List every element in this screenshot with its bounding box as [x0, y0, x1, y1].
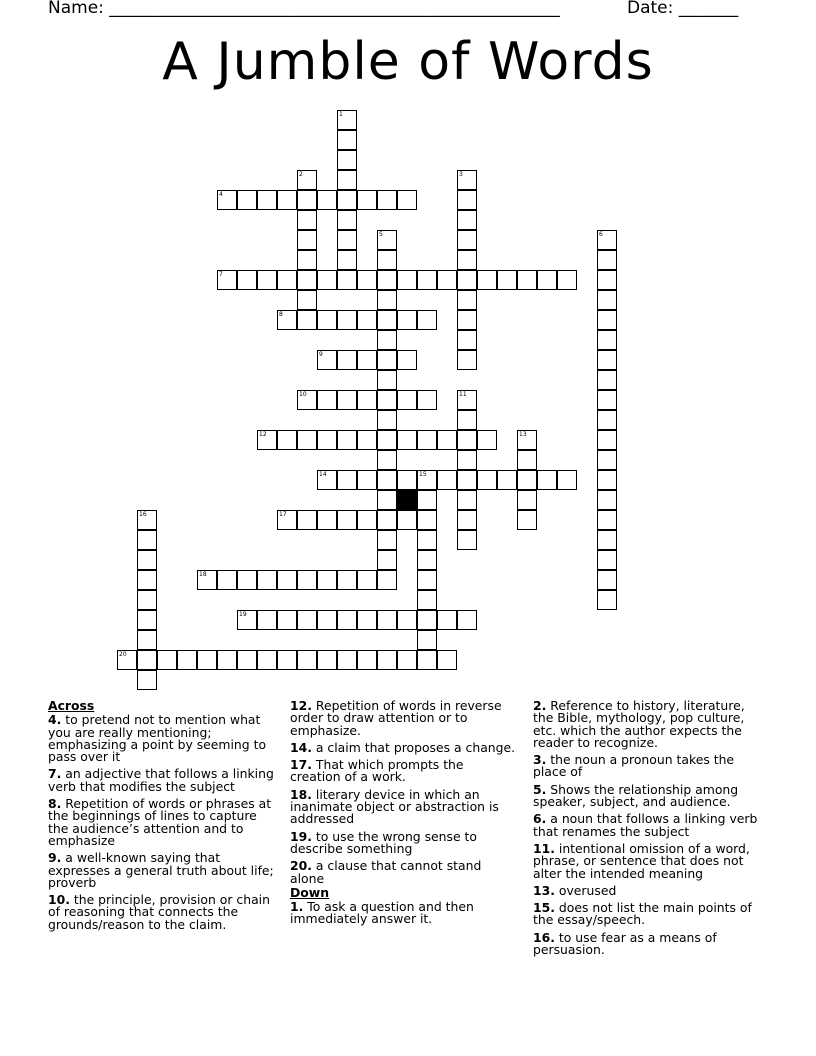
grid-cell[interactable] — [457, 530, 477, 550]
clue-item — [48, 714, 276, 763]
grid-cell[interactable] — [397, 270, 417, 290]
clue-column-1 — [48, 700, 276, 936]
grid-cell[interactable] — [457, 230, 477, 250]
grid-cell[interactable] — [277, 570, 297, 590]
grid-cell[interactable] — [377, 610, 397, 630]
grid-cell[interactable] — [237, 610, 257, 630]
clue-text: the noun a pronoun takes the place of — [533, 752, 735, 780]
grid-cell[interactable] — [277, 510, 297, 530]
clue-number: 4. — [48, 712, 62, 728]
grid-cell[interactable] — [317, 270, 337, 290]
cell-number: 3 — [459, 171, 463, 178]
grid-cell[interactable] — [377, 230, 397, 250]
grid-cell[interactable] — [297, 250, 317, 270]
grid-cell[interactable] — [337, 270, 357, 290]
grid-cell[interactable] — [457, 170, 477, 190]
grid-cell[interactable] — [417, 650, 437, 670]
clue-number: 9. — [48, 850, 62, 866]
clue-number: 18. — [290, 786, 312, 802]
grid-cell[interactable] — [597, 410, 617, 430]
cell-number: 19 — [239, 611, 247, 618]
grid-cell[interactable] — [397, 610, 417, 630]
grid-cell[interactable] — [457, 290, 477, 310]
grid-cell[interactable] — [397, 510, 417, 530]
grid-cell[interactable] — [597, 250, 617, 270]
grid-cell[interactable] — [137, 590, 157, 610]
clue-text: intentional omission of a word, phrase, or sentence that does not alter the intended meaning — [533, 840, 750, 881]
grid-cell[interactable] — [297, 270, 317, 290]
grid-cell[interactable] — [377, 330, 397, 350]
clue-number: 6. — [533, 811, 547, 827]
grid-cell[interactable] — [417, 470, 437, 490]
grid-cell[interactable] — [237, 190, 257, 210]
grid-cell[interactable] — [557, 470, 577, 490]
grid-cell[interactable] — [597, 390, 617, 410]
clue-item — [533, 781, 761, 810]
grid-cell[interactable] — [437, 270, 457, 290]
grid-cell[interactable] — [337, 310, 357, 330]
grid-cell[interactable] — [457, 470, 477, 490]
across-heading: Across — [48, 698, 95, 713]
grid-cell[interactable] — [277, 650, 297, 670]
down-heading: Down — [290, 884, 330, 900]
cell-number: 13 — [519, 431, 527, 438]
black-square — [397, 490, 417, 510]
clue-item — [48, 852, 276, 889]
cell-number: 1 — [339, 111, 343, 118]
grid-cell[interactable] — [217, 270, 237, 290]
clue-item — [533, 882, 761, 898]
grid-cell[interactable] — [437, 430, 457, 450]
cell-number: 20 — [119, 651, 127, 658]
grid-cell[interactable] — [137, 650, 157, 670]
grid-cell[interactable] — [337, 250, 357, 270]
grid-cell[interactable] — [177, 650, 197, 670]
grid-cell[interactable] — [257, 570, 277, 590]
cell-number: 6 — [599, 231, 603, 238]
cell-number: 17 — [279, 511, 287, 518]
grid-cell[interactable] — [357, 350, 377, 370]
clue-text: That which prompts the creation of a work. — [290, 757, 464, 785]
grid-cell[interactable] — [337, 470, 357, 490]
cell-number: 9 — [319, 351, 323, 358]
cell-number: 16 — [139, 511, 147, 518]
grid-cell[interactable] — [297, 430, 317, 450]
grid-cell[interactable] — [377, 510, 397, 530]
grid-cell[interactable] — [597, 450, 617, 470]
grid-cell[interactable] — [457, 190, 477, 210]
grid-cell[interactable] — [457, 610, 477, 630]
clue-number: 12. — [290, 698, 312, 713]
grid-cell[interactable] — [397, 470, 417, 490]
grid-cell[interactable] — [477, 470, 497, 490]
grid-cell[interactable] — [417, 390, 437, 410]
grid-cell[interactable] — [137, 530, 157, 550]
grid-cell[interactable] — [397, 190, 417, 210]
grid-cell[interactable] — [377, 550, 397, 570]
grid-cell[interactable] — [357, 570, 377, 590]
clue-number: 10. — [48, 892, 70, 908]
grid-cell[interactable] — [317, 610, 337, 630]
clue-item — [290, 860, 518, 885]
grid-cell[interactable] — [377, 470, 397, 490]
clue-text: Shows the relationship among speaker, subject, and audience. — [533, 781, 739, 810]
grid-cell[interactable] — [297, 390, 317, 410]
grid-cell[interactable] — [237, 650, 257, 670]
grid-cell[interactable] — [437, 610, 457, 630]
grid-cell[interactable] — [397, 390, 417, 410]
grid-cell[interactable] — [357, 270, 377, 290]
grid-cell[interactable] — [337, 570, 357, 590]
grid-cell[interactable] — [277, 310, 297, 330]
grid-cell[interactable] — [377, 390, 397, 410]
grid-cell[interactable] — [137, 570, 157, 590]
clue-text: Reference to history, literature, the Bible, mythology, pop culture, etc. which the author expects the reader to recognize. — [533, 698, 745, 750]
grid-cell[interactable] — [537, 270, 557, 290]
grid-cell[interactable] — [277, 430, 297, 450]
grid-cell[interactable] — [417, 530, 437, 550]
name-field: Name: _____________________________________________________ — [48, 0, 560, 18]
grid-cell[interactable] — [417, 490, 437, 510]
clue-number: 17. — [290, 757, 312, 773]
clue-number: 7. — [48, 766, 62, 782]
grid-cell[interactable] — [337, 350, 357, 370]
grid-cell[interactable] — [357, 510, 377, 530]
clue-number: 3. — [533, 752, 547, 768]
grid-cell[interactable] — [597, 490, 617, 510]
clue-number: 20. — [290, 858, 312, 874]
grid-cell[interactable] — [497, 270, 517, 290]
grid-cell[interactable] — [297, 610, 317, 630]
grid-cell[interactable] — [377, 490, 397, 510]
grid-cell[interactable] — [597, 570, 617, 590]
grid-cell[interactable] — [597, 290, 617, 310]
grid-cell[interactable] — [597, 270, 617, 290]
clue-text: Repetition of words or phrases at the beginnings of lines to capture the audience’s attention and to emphasize — [48, 796, 272, 848]
grid-cell[interactable] — [217, 570, 237, 590]
grid-cell[interactable] — [317, 650, 337, 670]
grid-cell[interactable] — [597, 470, 617, 490]
grid-cell[interactable] — [197, 570, 217, 590]
clue-item — [533, 902, 761, 927]
grid-cell[interactable] — [377, 310, 397, 330]
grid-cell[interactable] — [457, 430, 477, 450]
grid-cell[interactable] — [457, 250, 477, 270]
grid-cell[interactable] — [537, 470, 557, 490]
grid-cell[interactable] — [417, 270, 437, 290]
grid-cell[interactable] — [297, 570, 317, 590]
clue-number: 13. — [533, 882, 555, 898]
grid-cell[interactable] — [377, 450, 397, 470]
clue-item — [290, 739, 518, 755]
grid-cell[interactable] — [297, 650, 317, 670]
clue-item — [290, 786, 518, 827]
clue-number: 2. — [533, 698, 547, 713]
clue-number: 19. — [290, 828, 312, 844]
grid-cell[interactable] — [417, 430, 437, 450]
grid-cell[interactable] — [157, 650, 177, 670]
grid-cell[interactable] — [457, 490, 477, 510]
grid-cell[interactable] — [457, 330, 477, 350]
grid-cell[interactable] — [517, 430, 537, 450]
clue-text: literary device in which an inanimate object or abstraction is addressed — [290, 786, 499, 827]
grid-cell[interactable] — [297, 310, 317, 330]
grid-cell[interactable] — [237, 570, 257, 590]
grid-cell[interactable] — [457, 510, 477, 530]
grid-cell[interactable] — [417, 590, 437, 610]
grid-cell[interactable] — [297, 190, 317, 210]
clue-item — [533, 813, 761, 838]
grid-cell[interactable] — [317, 570, 337, 590]
grid-cell[interactable] — [377, 350, 397, 370]
grid-cell[interactable] — [597, 430, 617, 450]
clue-text: does not list the main points of the essay/speech. — [533, 900, 752, 928]
grid-cell[interactable] — [437, 470, 457, 490]
grid-cell[interactable] — [417, 310, 437, 330]
cell-number: 8 — [279, 311, 283, 318]
grid-cell[interactable] — [137, 670, 157, 690]
grid-cell[interactable] — [257, 650, 277, 670]
grid-cell[interactable] — [337, 430, 357, 450]
cell-number: 7 — [219, 271, 223, 278]
grid-cell[interactable] — [457, 450, 477, 470]
grid-cell[interactable] — [457, 350, 477, 370]
grid-cell[interactable] — [357, 650, 377, 670]
grid-cell[interactable] — [417, 510, 437, 530]
grid-cell[interactable] — [337, 510, 357, 530]
grid-cell[interactable] — [457, 210, 477, 230]
clue-number: 8. — [48, 796, 62, 812]
grid-cell[interactable] — [297, 290, 317, 310]
clue-number: 15. — [533, 900, 555, 916]
grid-cell[interactable] — [137, 610, 157, 630]
clue-item — [290, 700, 518, 737]
grid-cell[interactable] — [217, 650, 237, 670]
grid-cell[interactable] — [357, 310, 377, 330]
cell-number: 4 — [219, 191, 223, 198]
grid-cell[interactable] — [117, 650, 137, 670]
clue-item — [533, 840, 761, 881]
clue-text: to pretend not to mention what you are really mentioning; emphasizing a point by seeming to pass over it — [48, 712, 267, 765]
grid-cell[interactable] — [217, 190, 237, 210]
grid-cell[interactable] — [277, 610, 297, 630]
cell-number: 15 — [419, 471, 427, 478]
clue-text: a noun that follows a linking verb that renames the subject — [533, 811, 758, 839]
clue-item — [290, 901, 518, 926]
grid-cell[interactable] — [397, 650, 417, 670]
clue-text: a clause that cannot stand alone — [290, 858, 482, 886]
grid-cell[interactable] — [277, 190, 297, 210]
clue-text: Repetition of words in reverse order to draw attention or to emphasize. — [290, 698, 502, 738]
grid-cell[interactable] — [337, 650, 357, 670]
clue-item — [533, 754, 761, 779]
date-field: Date: _______ — [627, 0, 739, 18]
cell-number: 18 — [199, 571, 207, 578]
clue-number: 16. — [533, 929, 555, 945]
grid-cell[interactable] — [517, 470, 537, 490]
clue-text: overused — [554, 882, 617, 898]
grid-cell[interactable] — [457, 310, 477, 330]
grid-cell[interactable] — [337, 110, 357, 130]
grid-cell[interactable] — [317, 190, 337, 210]
clue-number: 14. — [290, 739, 312, 755]
grid-cell[interactable] — [337, 390, 357, 410]
clue-item — [48, 768, 276, 793]
clue-text: to use the wrong sense to describe something — [290, 828, 477, 856]
grid-cell[interactable] — [597, 330, 617, 350]
grid-cell[interactable] — [417, 630, 437, 650]
clue-number: 1. — [290, 899, 304, 915]
grid-cell[interactable] — [137, 630, 157, 650]
grid-cell[interactable] — [597, 370, 617, 390]
clue-item — [290, 828, 518, 856]
grid-cell[interactable] — [297, 230, 317, 250]
grid-cell[interactable] — [317, 470, 337, 490]
grid-cell[interactable] — [337, 210, 357, 230]
grid-cell[interactable] — [257, 610, 277, 630]
clue-text: the principle, provision or chain of reasoning that connects the grounds/reason to the claim. — [48, 892, 270, 932]
grid-cell[interactable] — [377, 250, 397, 270]
grid-cell[interactable] — [357, 190, 377, 210]
grid-cell[interactable] — [557, 270, 577, 290]
grid-cell[interactable] — [457, 410, 477, 430]
grid-cell[interactable] — [377, 650, 397, 670]
grid-cell[interactable] — [397, 430, 417, 450]
grid-cell[interactable] — [597, 530, 617, 550]
grid-cell[interactable] — [257, 270, 277, 290]
grid-cell[interactable] — [517, 450, 537, 470]
grid-cell[interactable] — [417, 610, 437, 630]
grid-cell[interactable] — [357, 610, 377, 630]
clue-text: a claim that proposes a change. — [311, 739, 516, 755]
grid-cell[interactable] — [597, 310, 617, 330]
clue-text: To ask a question and then immediately answer it. — [290, 899, 474, 927]
clue-item — [48, 894, 276, 931]
grid-cell[interactable] — [337, 190, 357, 210]
grid-cell[interactable] — [317, 390, 337, 410]
grid-cell[interactable] — [297, 210, 317, 230]
grid-cell[interactable] — [377, 290, 397, 310]
grid-cell[interactable] — [417, 570, 437, 590]
clue-column-2 — [290, 700, 518, 931]
grid-cell[interactable] — [437, 650, 457, 670]
grid-cell[interactable] — [477, 430, 497, 450]
grid-cell[interactable] — [377, 370, 397, 390]
cell-number: 12 — [259, 431, 267, 438]
grid-cell[interactable] — [337, 150, 357, 170]
grid-cell[interactable] — [317, 430, 337, 450]
clue-item — [48, 798, 276, 847]
grid-cell[interactable] — [457, 270, 477, 290]
grid-cell[interactable] — [517, 510, 537, 530]
grid-cell[interactable] — [137, 550, 157, 570]
grid-cell[interactable] — [597, 350, 617, 370]
grid-cell[interactable] — [597, 590, 617, 610]
clue-item — [290, 759, 518, 784]
grid-cell[interactable] — [377, 270, 397, 290]
grid-cell[interactable] — [377, 530, 397, 550]
grid-cell[interactable] — [337, 230, 357, 250]
grid-cell[interactable] — [497, 470, 517, 490]
grid-cell[interactable] — [457, 390, 477, 410]
grid-cell[interactable] — [377, 570, 397, 590]
grid-cell[interactable] — [397, 310, 417, 330]
clue-item — [533, 929, 761, 958]
grid-cell[interactable] — [597, 230, 617, 250]
grid-cell[interactable] — [237, 270, 257, 290]
grid-cell[interactable] — [297, 510, 317, 530]
grid-cell[interactable] — [337, 610, 357, 630]
grid-cell[interactable] — [597, 510, 617, 530]
grid-cell[interactable] — [517, 490, 537, 510]
grid-cell[interactable] — [317, 510, 337, 530]
grid-cell[interactable] — [357, 390, 377, 410]
grid-cell[interactable] — [317, 350, 337, 370]
grid-cell[interactable] — [337, 130, 357, 150]
clue-number: 11. — [533, 840, 555, 856]
grid-cell[interactable] — [337, 170, 357, 190]
clue-column-3 — [533, 700, 761, 961]
clue-item — [533, 700, 761, 749]
grid-cell[interactable] — [357, 470, 377, 490]
grid-cell[interactable] — [377, 430, 397, 450]
grid-cell[interactable] — [377, 410, 397, 430]
grid-cell[interactable] — [257, 190, 277, 210]
grid-cell[interactable] — [377, 190, 397, 210]
grid-cell[interactable] — [257, 430, 277, 450]
clue-number: 5. — [533, 781, 547, 797]
grid-cell[interactable] — [137, 510, 157, 530]
cell-number: 2 — [299, 171, 303, 178]
cell-number: 5 — [379, 231, 383, 238]
grid-cell[interactable] — [417, 550, 437, 570]
grid-cell[interactable] — [297, 170, 317, 190]
grid-cell[interactable] — [277, 270, 297, 290]
cell-number: 10 — [299, 391, 307, 398]
clue-text: an adjective that follows a linking verb that modifies the subject — [48, 766, 274, 794]
grid-cell[interactable] — [597, 550, 617, 570]
grid-cell[interactable] — [357, 430, 377, 450]
grid-cell[interactable] — [517, 270, 537, 290]
grid-cell[interactable] — [317, 310, 337, 330]
cell-number: 14 — [319, 471, 327, 478]
grid-cell[interactable] — [477, 270, 497, 290]
cell-number: 11 — [459, 391, 467, 398]
clue-text: a well-known saying that expresses a general truth about life; proverb — [48, 850, 274, 890]
grid-cell[interactable] — [197, 650, 217, 670]
grid-cell[interactable] — [397, 350, 417, 370]
clue-text: to use fear as a means of persuasion. — [533, 929, 717, 958]
page-title: A Jumble of Words — [162, 32, 654, 92]
